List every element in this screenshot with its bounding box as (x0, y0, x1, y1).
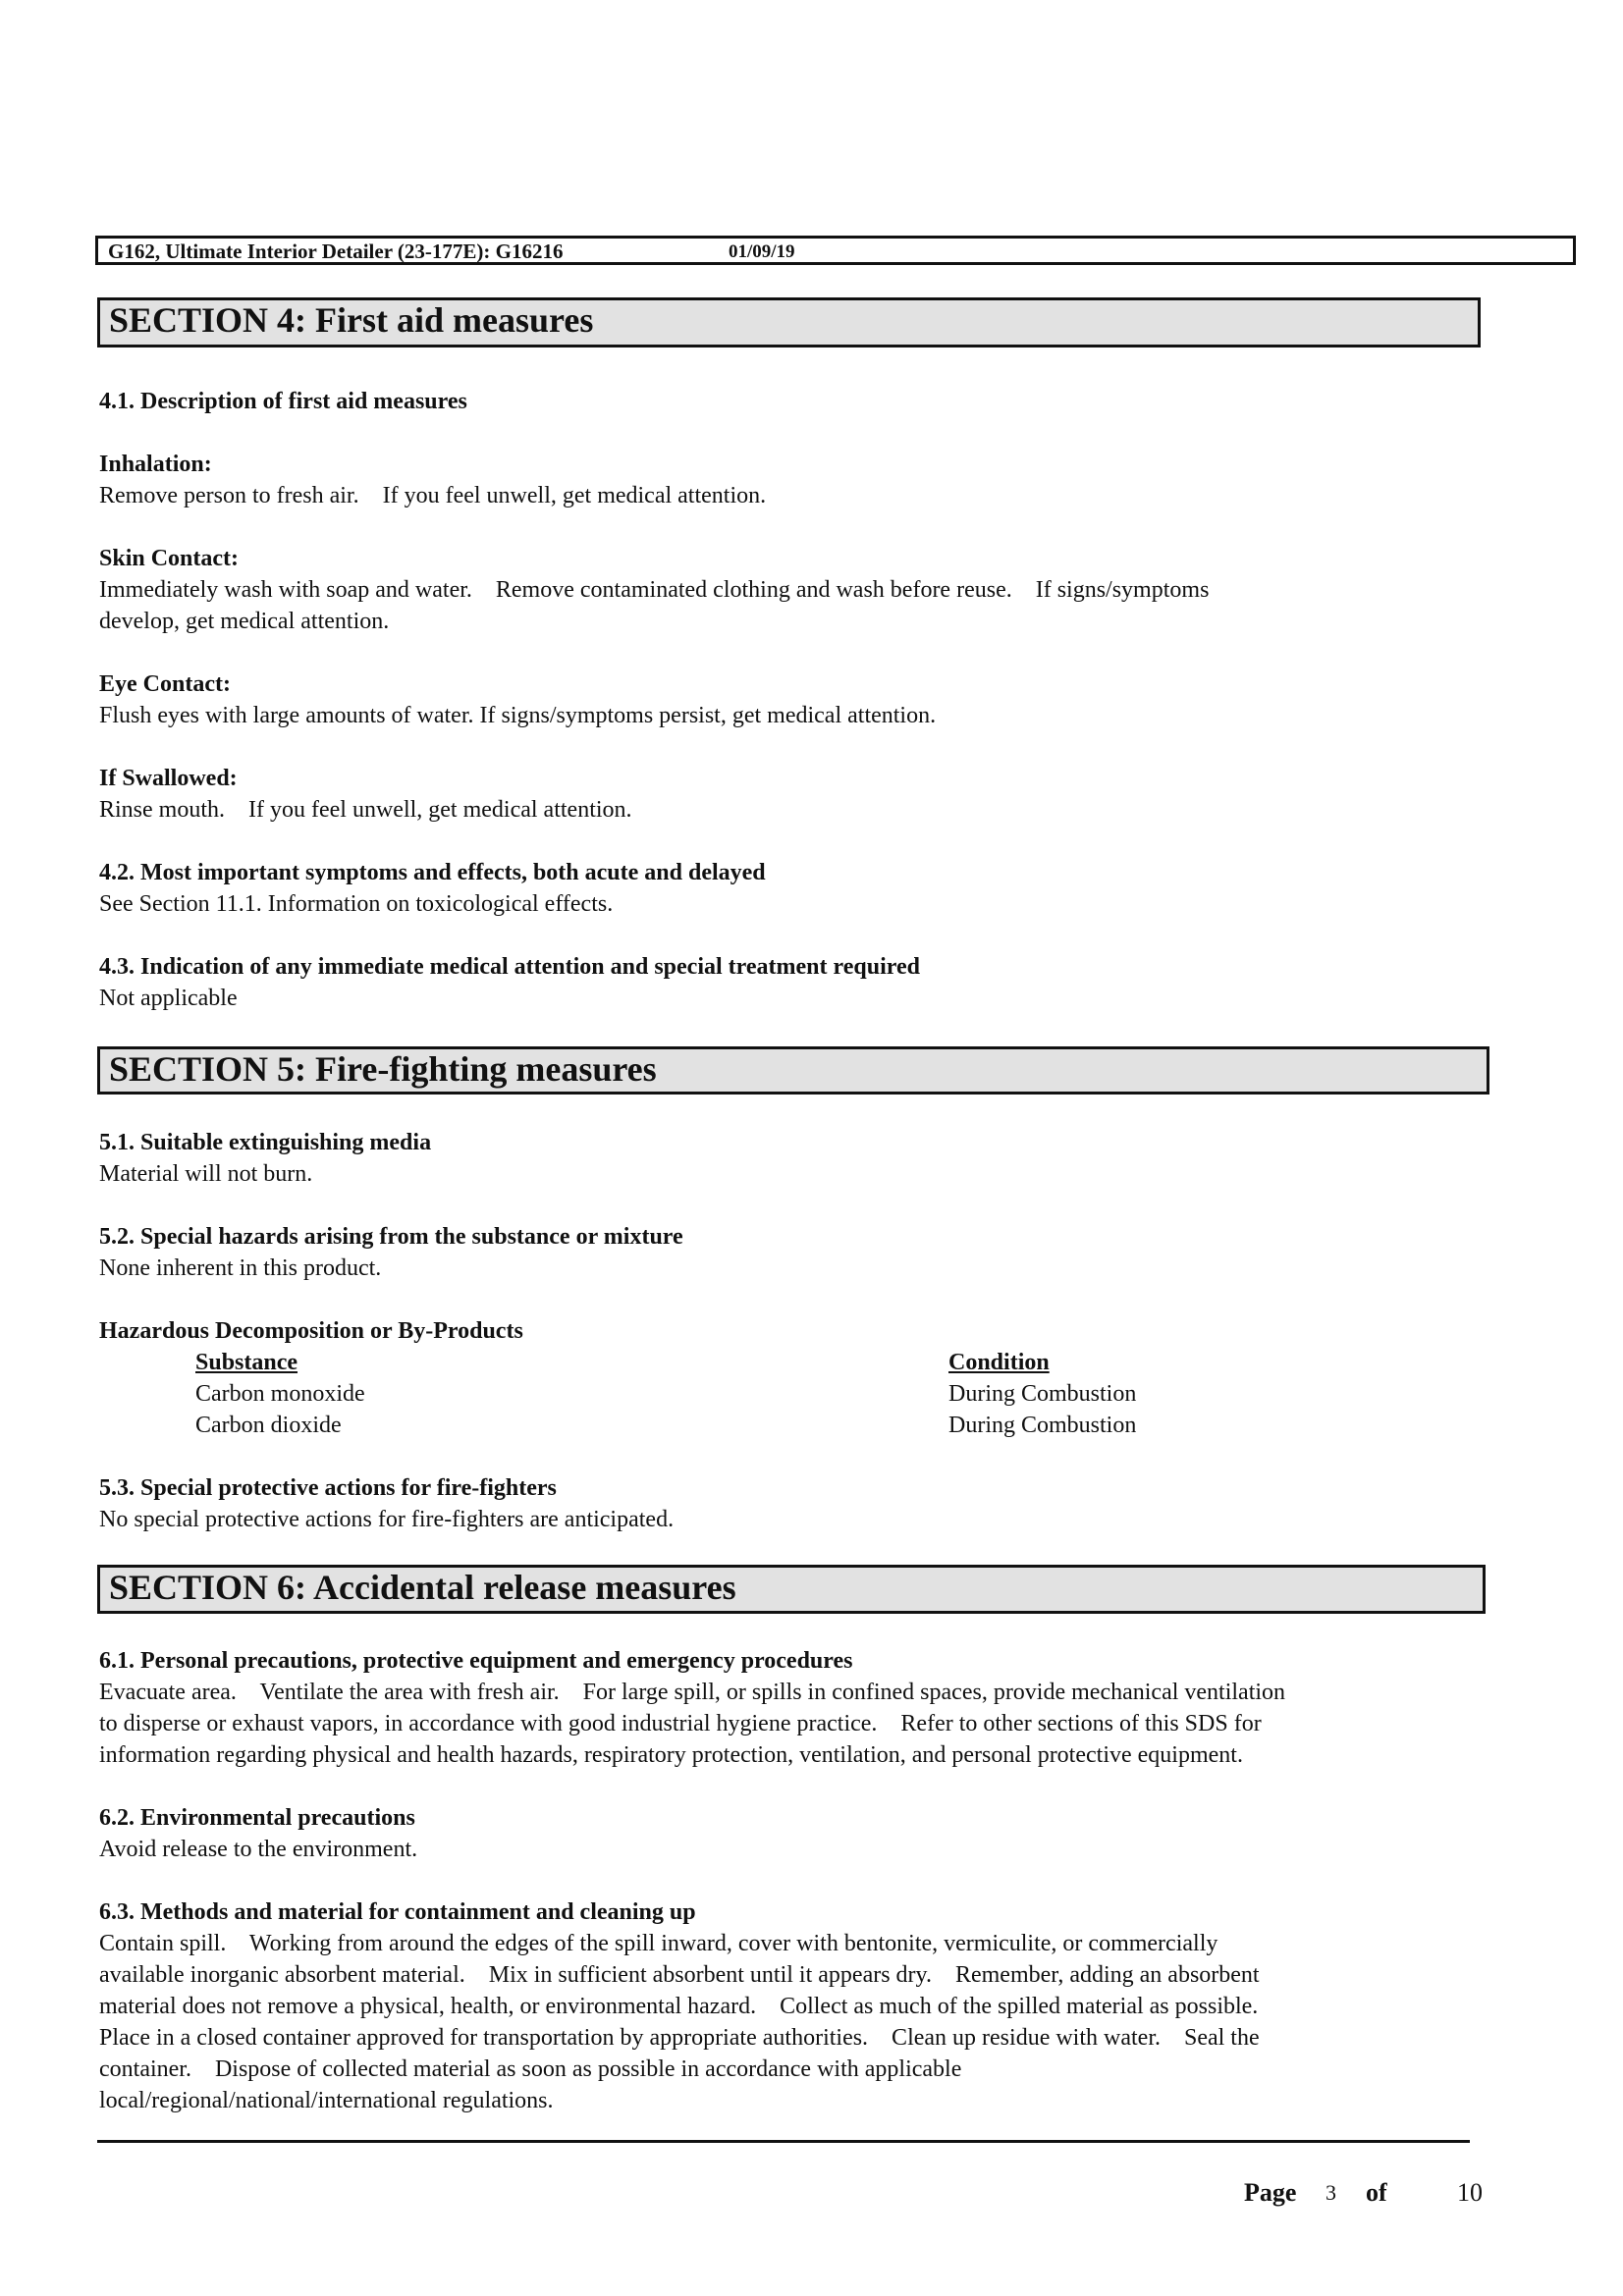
footer-page-number: 3 (1325, 2180, 1336, 2205)
hazardous-decomposition-heading: Hazardous Decomposition or By-Products (99, 1318, 523, 1344)
skin-contact-text-line1: Immediately wash with soap and water. Remove contaminated clothing and wash before reuse. If signs/symptoms (99, 577, 1210, 603)
text-4-3: Not applicable (99, 986, 238, 1011)
column-header-substance: Substance (195, 1350, 298, 1375)
subheading-5-3: 5.3. Special protective actions for fire-fighters (99, 1475, 557, 1501)
skin-contact-label: Skin Contact: (99, 546, 240, 571)
subheading-4-2: 4.2. Most important symptoms and effects, both acute and delayed (99, 860, 766, 885)
text-6-3-line2: available inorganic absorbent material. Mix in sufficient absorbent until it appears dry. Remember, adding an absorbent (99, 1962, 1260, 1988)
condition-cell: During Combustion (948, 1381, 1137, 1407)
text-6-3-line6: local/regional/national/international regulations. (99, 2088, 554, 2113)
eye-contact-text: Flush eyes with large amounts of water. If signs/symptoms persist, get medical attention. (99, 703, 937, 728)
subheading-5-2: 5.2. Special hazards arising from the substance or mixture (99, 1224, 683, 1250)
document-title: G162, Ultimate Interior Detailer (23-177E): G16216 (108, 240, 564, 263)
text-6-3-line1: Contain spill. Working from around the edges of the spill inward, cover with bentonite, vermiculite, or commercially (99, 1931, 1218, 1956)
column-header-condition: Condition (948, 1350, 1050, 1375)
subheading-4-3: 4.3. Indication of any immediate medical attention and special treatment required (99, 954, 920, 980)
subheading-6-3: 6.3. Methods and material for containment and cleaning up (99, 1899, 696, 1925)
section-6-heading: SECTION 6: Accidental release measures (97, 1565, 1486, 1614)
subheading-4-1: 4.1. Description of first aid measures (99, 389, 467, 414)
text-6-1-line1: Evacuate area. Ventilate the area with fresh air. For large spill, or spills in confined spaces, provide mechanical ventilation (99, 1680, 1286, 1705)
text-5-2: None inherent in this product. (99, 1255, 382, 1281)
eye-contact-label: Eye Contact: (99, 671, 231, 697)
footer-of-label: of (1366, 2178, 1387, 2207)
text-6-2: Avoid release to the environment. (99, 1837, 418, 1862)
substance-cell: Carbon monoxide (195, 1381, 365, 1407)
footer-rule (97, 2140, 1470, 2143)
text-6-3-line3: material does not remove a physical, health, or environmental hazard. Collect as much of the spilled material as possible. (99, 1994, 1259, 2019)
text-5-1: Material will not burn. (99, 1161, 313, 1187)
footer-page-label: Page (1244, 2178, 1297, 2207)
inhalation-label: Inhalation: (99, 452, 212, 477)
document-date: 01/09/19 (729, 241, 795, 262)
condition-cell: During Combustion (948, 1413, 1137, 1438)
text-6-3-line5: container. Dispose of collected material as soon as possible in accordance with applicable (99, 2056, 962, 2082)
skin-contact-text-line2: develop, get medical attention. (99, 609, 390, 634)
inhalation-text: Remove person to fresh air. If you feel unwell, get medical attention. (99, 483, 767, 508)
subheading-6-2: 6.2. Environmental precautions (99, 1805, 415, 1831)
subheading-6-1: 6.1. Personal precautions, protective equipment and emergency procedures (99, 1648, 853, 1674)
text-6-1-line2: to disperse or exhaust vapors, in accordance with good industrial hygiene practice. Refer to other sections of this SDS for (99, 1711, 1262, 1736)
if-swallowed-text: Rinse mouth. If you feel unwell, get medical attention. (99, 797, 632, 823)
section-5-heading: SECTION 5: Fire-fighting measures (97, 1046, 1489, 1095)
text-5-3: No special protective actions for fire-fighters are anticipated. (99, 1507, 675, 1532)
footer-page-total: 10 (1457, 2178, 1483, 2207)
section-4-heading: SECTION 4: First aid measures (97, 297, 1481, 347)
substance-cell: Carbon dioxide (195, 1413, 342, 1438)
if-swallowed-label: If Swallowed: (99, 766, 238, 791)
text-6-1-line3: information regarding physical and health hazards, respiratory protection, ventilation, and personal protective equipment. (99, 1742, 1243, 1768)
text-4-2: See Section 11.1. Information on toxicological effects. (99, 891, 614, 917)
subheading-5-1: 5.1. Suitable extinguishing media (99, 1130, 432, 1155)
text-6-3-line4: Place in a closed container approved for transportation by appropriate authorities. Clean up residue with water. Seal the (99, 2025, 1260, 2051)
